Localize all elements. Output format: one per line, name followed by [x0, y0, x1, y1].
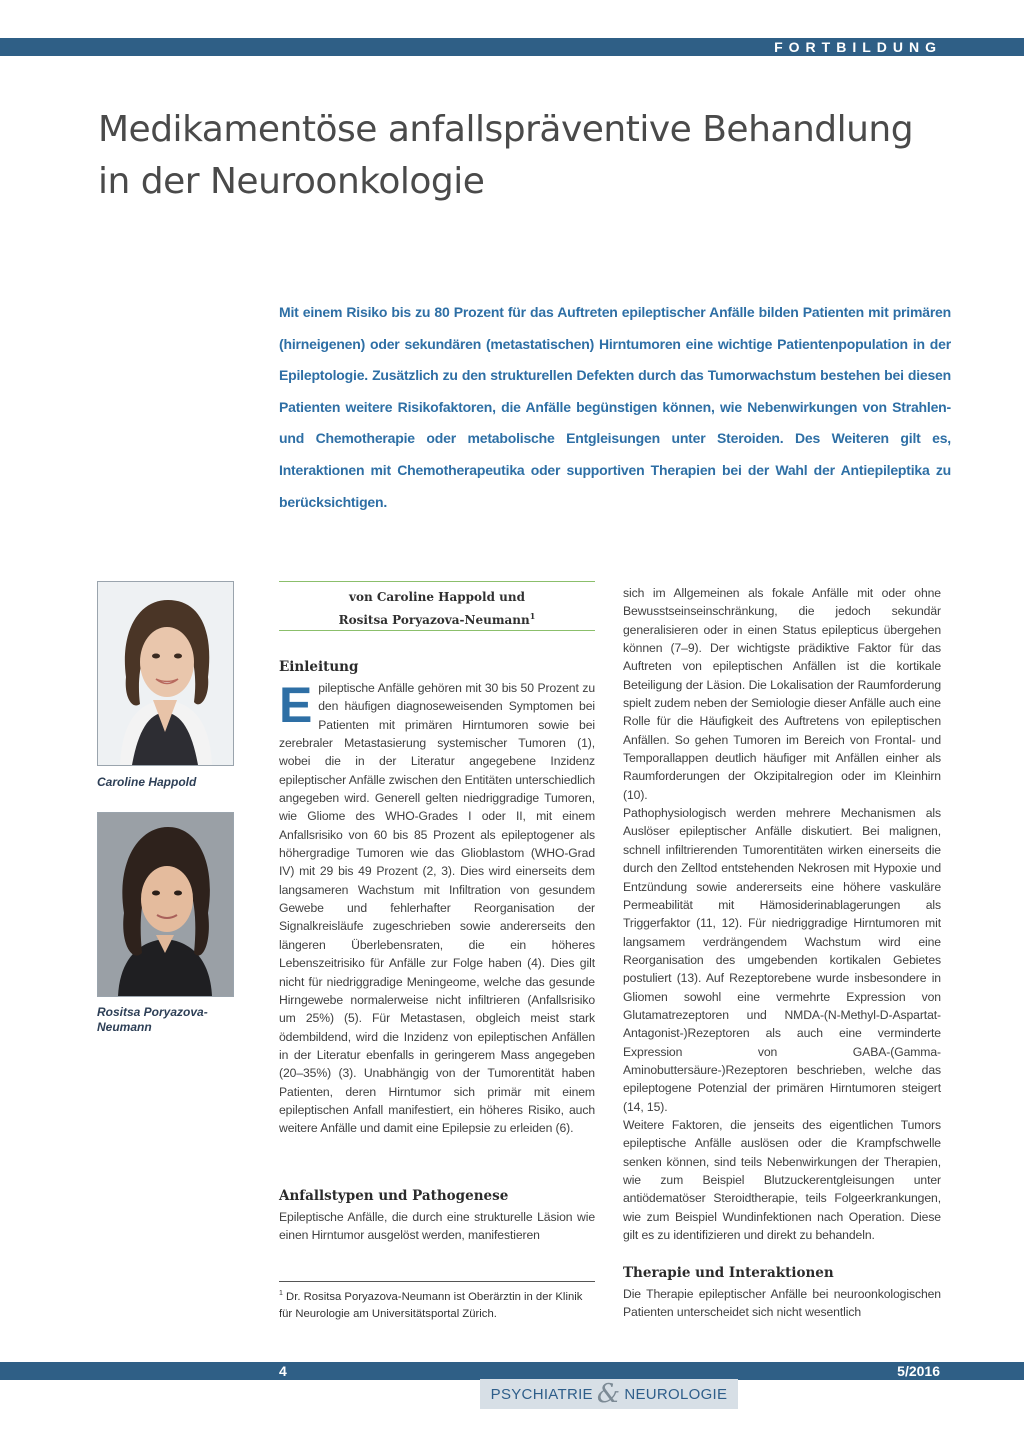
author-caption-1: Caroline Happold — [97, 775, 197, 789]
journal-logo — [480, 1379, 738, 1409]
footer-band — [0, 1362, 1024, 1380]
therapie-paragraph: Die Therapie epileptischer Anfälle bei neuroonkologischen Patienten unterscheidet sich nicht wesentlich — [623, 1287, 941, 1320]
col2-paragraph-3: Weitere Faktoren, die jenseits des eigentlichen Tumors epileptische Anfälle auslösen oder die Krampfschwelle senken können, sind teils Nebenwirkungen der Therapien, wie zum Beispiel Blutzuckerentgleisungen unter antiödematöser Steroidtherapie, teils Folgeerkrankungen, wie zum Beispiel Wundinfektionen nach Operation. Diese gilt es zu identifizieren und direkt zu behandeln. — [623, 1117, 941, 1243]
footnote-text: Dr. Rositsa Poryazova-Neumann ist Oberärztin in der Klinik für Neurologie am Universitätsportal Zürich. — [279, 1290, 583, 1320]
footnote — [279, 1285, 595, 1323]
article-title — [98, 104, 958, 208]
journal-ampersand: & — [596, 1379, 621, 1409]
column-2-text — [623, 584, 941, 1244]
byline-rule-bottom — [279, 630, 595, 631]
col2-paragraph-1: sich im Allgemeinen als fokale Anfälle mit oder ohne Bewusstseinseinschränkung, die jedoch sekundär generalisieren oder in einen Status epilepticus übergehen können (7–9). Der wichtigste prädiktive Faktor für das Auftreten von epileptischen Anfällen ist die kortikale Beteiligung der Läsion. Die Lokalisation der Raumforderung spielt zudem neben der Semiologie dieser Anfälle auch eine Rolle für die Häufigkeit des Auftretens von epileptischen Anfällen. So gehen Tumoren im Bereich von Frontal- und Temporallappen deutlich häufiger mit Anfällen einher als Raumforderungen der Okzipitalregion oder im Kleinhirn (10). — [623, 586, 941, 802]
byline-footnote-marker: 1 — [529, 611, 536, 621]
byline-rule-top — [279, 581, 595, 582]
drop-cap: E — [279, 677, 313, 733]
article-title-line-2: in der Neuroonkologie — [98, 161, 485, 202]
col2-paragraph-2: Pathophysiologisch werden mehrere Mechanismen als Auslöser epileptischer Anfälle diskutiert. Bei malignen, schnell infiltrierenden Tumorentitäten wirken einerseits die durch den Zelltod entstehenden Nekrosen mit Hypoxie und Entzündung sowie andererseits eine höhere vaskuläre Permeabilität mit Hämosiderinablagerungen als Triggerfaktor (11, 12). Für niedriggradige Hirntumoren mit langsamem verdrängendem Wachstum wird eine Reorganisation des umgebenden kortikalen Gebietes postuliert (13). Auf Rezeptorebene wurde insbesondere in Gliomen sowohl eine vermehrte Expression von Glutamatrezeptoren und NMDA-(N-Methyl-D-Aspartat-Antagonist-)Rezeptoren als auch eine verminderte Expression von GABA-(Gamma-Aminobuttersäure-)Rezeptoren beschrieben, welche das epileptogene Potenzial der primären Hirntumoren steigert (14, 15). — [623, 806, 941, 1114]
anfallstypen-text — [279, 1208, 595, 1245]
author-photo-rositsa-poryazova-neumann — [97, 812, 234, 997]
footnote-marker: 1 — [279, 1290, 283, 1297]
author-caption-2: Rositsa Poryazova-Neumann — [97, 1005, 208, 1034]
heading-therapie: Therapie und Interaktionen — [623, 1265, 834, 1281]
byline-line-1: von Caroline Happold und — [348, 590, 526, 604]
lead-paragraph: Mit einem Risiko bis zu 80 Prozent für das Auftreten epileptischer Anfälle bilden Patienten mit primären (hirneigenen) oder sekundären (metastatischen) Hirntumoren eine wichtige Patientenpopulation in der Epileptologie. Zusätzlich zu den strukturellen Defekten durch das Tumorwachstum bestehen bei diesen Patienten weitere Risikofaktoren, die Anfälle begünstigen können, wie Nebenwirkungen von Strahlen- und Chemotherapie oder metabolische Entgleisungen unter Steroiden. Des Weiteren gilt es, Interaktionen mit Chemotherapeutika oder supportiven Therapien bei der Wahl der Antiepileptika zu berücksichtigen. — [279, 304, 951, 510]
author-photo-caroline-happold — [97, 581, 234, 766]
einleitung-paragraph: pileptische Anfälle gehören mit 30 bis 50 Prozent zu den häufigen diagnoseweisenden Symptomen bei Patienten mit primären Hirntumoren sowie bei zerebraler Metastasierung systemischer Tumoren (1), wobei die in der Literatur angegebene Inzidenz epileptischer Anfälle zwischen den Entitäten unterschiedlich angegeben wird. Generell gelten niedriggradige Tumoren, wie Gliome des WHO-Grades I oder II, mit einem Anfallsrisiko von 60 bis 85 Prozent als epileptogener als höhergradige Tumoren wie das Glioblastom (WHO-Grad IV) mit 29 bis 49 Prozent (2, 3). Dies wird einerseits dem langsameren Wachstum mit Infiltration von gesundem Gewebe und fehlerhafter Reorganisation der Signalkreisläufe zugeschrieben sowie andererseits den längeren Überlebensraten, die ein höheres Lebenszeitrisiko für Anfälle zur Folge haben (4). Dies gilt nicht für niedriggradige Meningeome, welche das gesunde Hirngewebe normalerweise nicht infiltrieren (Anfallsrisiko um 25%) (5). Für Metastasen, obgleich meist stark ödembildend, wird die Inzidenz von epileptischen Anfällen in der Literatur ebenfalls in geringerem Mass angegeben (20–35%) (3). Unabhängig von der Tumorentität haben Patienten, deren Hirntumor sich primär mit einem epileptischen Anfall manifestiert, ein höheres Risiko, auch weitere Anfälle und damit eine Epilepsie zu erleiden (6). — [279, 681, 595, 1136]
therapie-text — [623, 1285, 941, 1322]
issue-number: 5/2016 — [897, 1363, 940, 1379]
einleitung-text — [279, 679, 595, 1138]
page-number: 4 — [279, 1363, 287, 1379]
journal-name-left: PSYCHIATRIE — [490, 1385, 593, 1403]
section-label: FORTBILDUNG — [774, 39, 942, 55]
anfallstypen-paragraph: Epileptische Anfälle, die durch eine strukturelle Läsion wie einen Hirntumor ausgelöst werden, manifestieren — [279, 1210, 595, 1243]
byline — [279, 588, 595, 630]
journal-name-right: NEUROLOGIE — [624, 1385, 728, 1403]
article-title-line-1: Medikamentöse anfallspräventive Behandlung — [98, 109, 914, 150]
heading-einleitung: Einleitung — [279, 659, 359, 675]
byline-line-2-name: Rositsa Poryazova-Neumann — [338, 613, 530, 627]
footnote-rule — [279, 1281, 595, 1282]
heading-anfallstypen: Anfallstypen und Pathogenese — [279, 1188, 509, 1204]
byline-line-2 — [279, 607, 595, 630]
